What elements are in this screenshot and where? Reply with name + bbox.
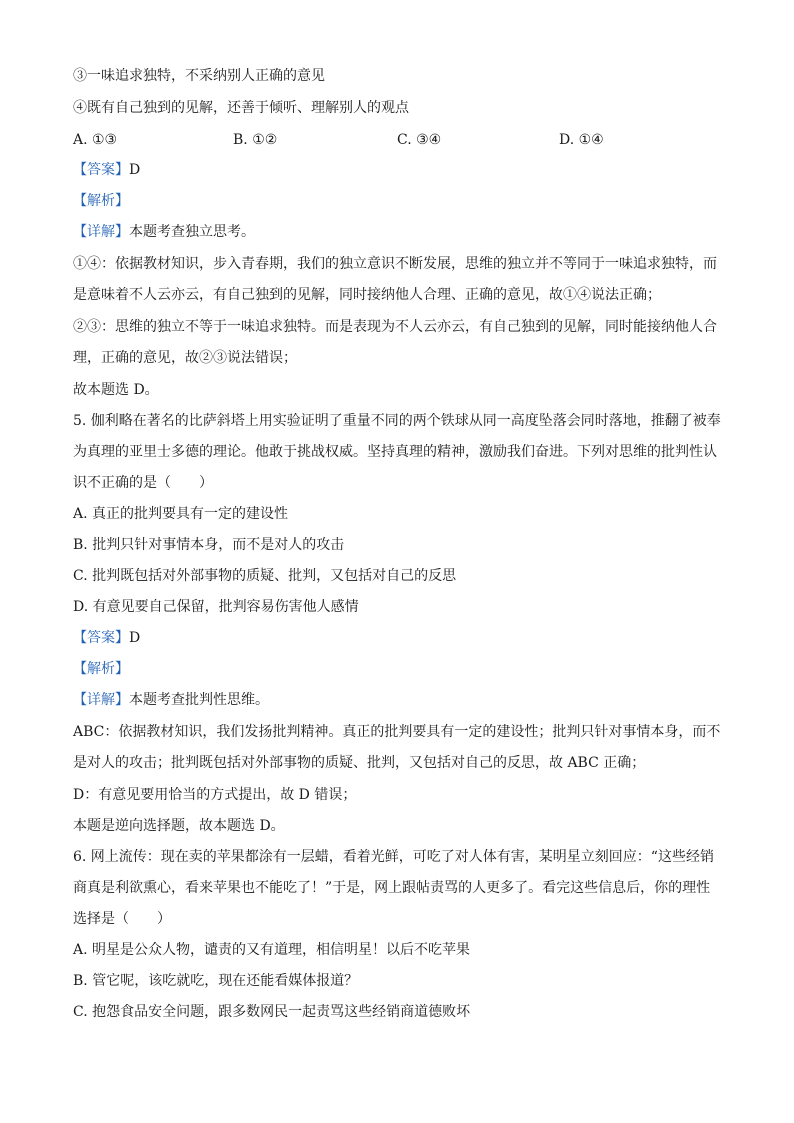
q4-choices [73, 130, 733, 150]
q6-choice-c: C. 抱怨食品安全问题，跟多数网民一起责骂这些经销商道德败坏 [73, 1004, 471, 1020]
q6-stem-3: 选择是（ ） [73, 911, 171, 927]
q4-choice-c: C. ③④ [397, 132, 442, 148]
q4-choice-d: D. ①④ [559, 132, 604, 148]
q4-answer [73, 160, 734, 180]
q5-choice-a: A. 真正的批判要具有一定的建设性 [73, 506, 289, 522]
q6-stem-1: 6. 网上流传：现在卖的苹果都涂有一层蜡，看着光鲜，可吃了对人体有害，某明星立刻回应：“这些经销 [73, 849, 714, 865]
q5-choice-c: C. 批判既包括对外部事物的质疑、批判，又包括对自己的反思 [73, 568, 457, 584]
q5-conclusion: 本题是逆向选择题，故本题选 D。 [73, 818, 285, 834]
detail-label: 【详解】 [73, 224, 129, 240]
q4-explanation-1a: ①④：依据教材知识，步入青春期，我们的独立意识不断发展，思维的独立并不等同于一味追求独特，而 [73, 256, 717, 272]
q4-explanation-2b: 理，正确的意见，故②③说法错误； [73, 350, 297, 366]
q6-choice-b: B. 管它呢，该吃就吃，现在还能看媒体报道？ [73, 973, 359, 989]
q4-explanation-2a: ②③：思维的独立不等于一味追求独特。而是表现为不人云亦云，有自己独到的见解，同时能接纳他人合 [73, 319, 717, 335]
q5-detail: 【详解】本题考查批判性思维。 [73, 692, 269, 708]
q5-choice-d: D. 有意见要自己保留，批判容易伤害他人感情 [73, 599, 359, 615]
q4-choice-a: A. ①③ [73, 132, 118, 148]
q5-stem-3: 识不正确的是（ ） [73, 475, 213, 491]
q5-choice-b: B. 批判只针对事情本身，而不是对人的攻击 [73, 537, 345, 553]
q4-option-line-4: ④既有自己独到的见解，还善于倾听、理解别人的观点 [73, 100, 409, 116]
q4-explanation-1b: 是意味着不人云亦云，有自己独到的见解，同时接纳他人合理、正确的意见，故①④说法正确； [73, 287, 661, 303]
q6-choice-a: A. 明星是公众人物，谴责的又有道理，相信明星！以后不吃苹果 [73, 942, 471, 958]
q4-option-line-3: ③一味追求独特，不采纳别人正确的意见 [73, 68, 325, 84]
q5-answer: 【答案】D [73, 630, 141, 646]
answer-value: D [129, 162, 141, 178]
q5-explanation-2: D：有意见要用恰当的方式提出，故 D 错误； [73, 787, 357, 803]
q5-explanation-1b: 是对人的攻击；批判既包括对外部事物的质疑、批判，又包括对自己的反思，故 ABC 正确； [73, 755, 646, 771]
q5-explanation-1a: ABC：依据教材知识，我们发扬批判精神。真正的批判要具有一定的建设性；批判只针对事情本身，而不 [73, 724, 721, 740]
q5-analysis-label: 【解析】 [73, 661, 129, 677]
q5-stem-2: 为真理的亚里士多德的理论。他敢于挑战权威。坚持真理的精神，激励我们奋进。下列对思维的批判性认 [73, 444, 717, 460]
detail-text: 本题考查独立思考。 [129, 224, 255, 240]
q4-choice-b: B. ①② [233, 132, 278, 148]
q6-stem-2: 商真是利欲熏心，看来苹果也不能吃了！”于是，网上跟帖责骂的人更多了。看完这些信息后，你的理性 [73, 880, 711, 896]
answer-label: 【答案】 [73, 162, 129, 178]
q4-conclusion: 故本题选 D。 [73, 382, 159, 398]
q4-detail [73, 222, 734, 242]
q4-analysis-label: 【解析】 [73, 193, 129, 209]
q5-stem-1: 5. 伽利略在著名的比萨斜塔上用实验证明了重量不同的两个铁球从同一高度坠落会同时落地，推翻了被奉 [73, 413, 721, 429]
